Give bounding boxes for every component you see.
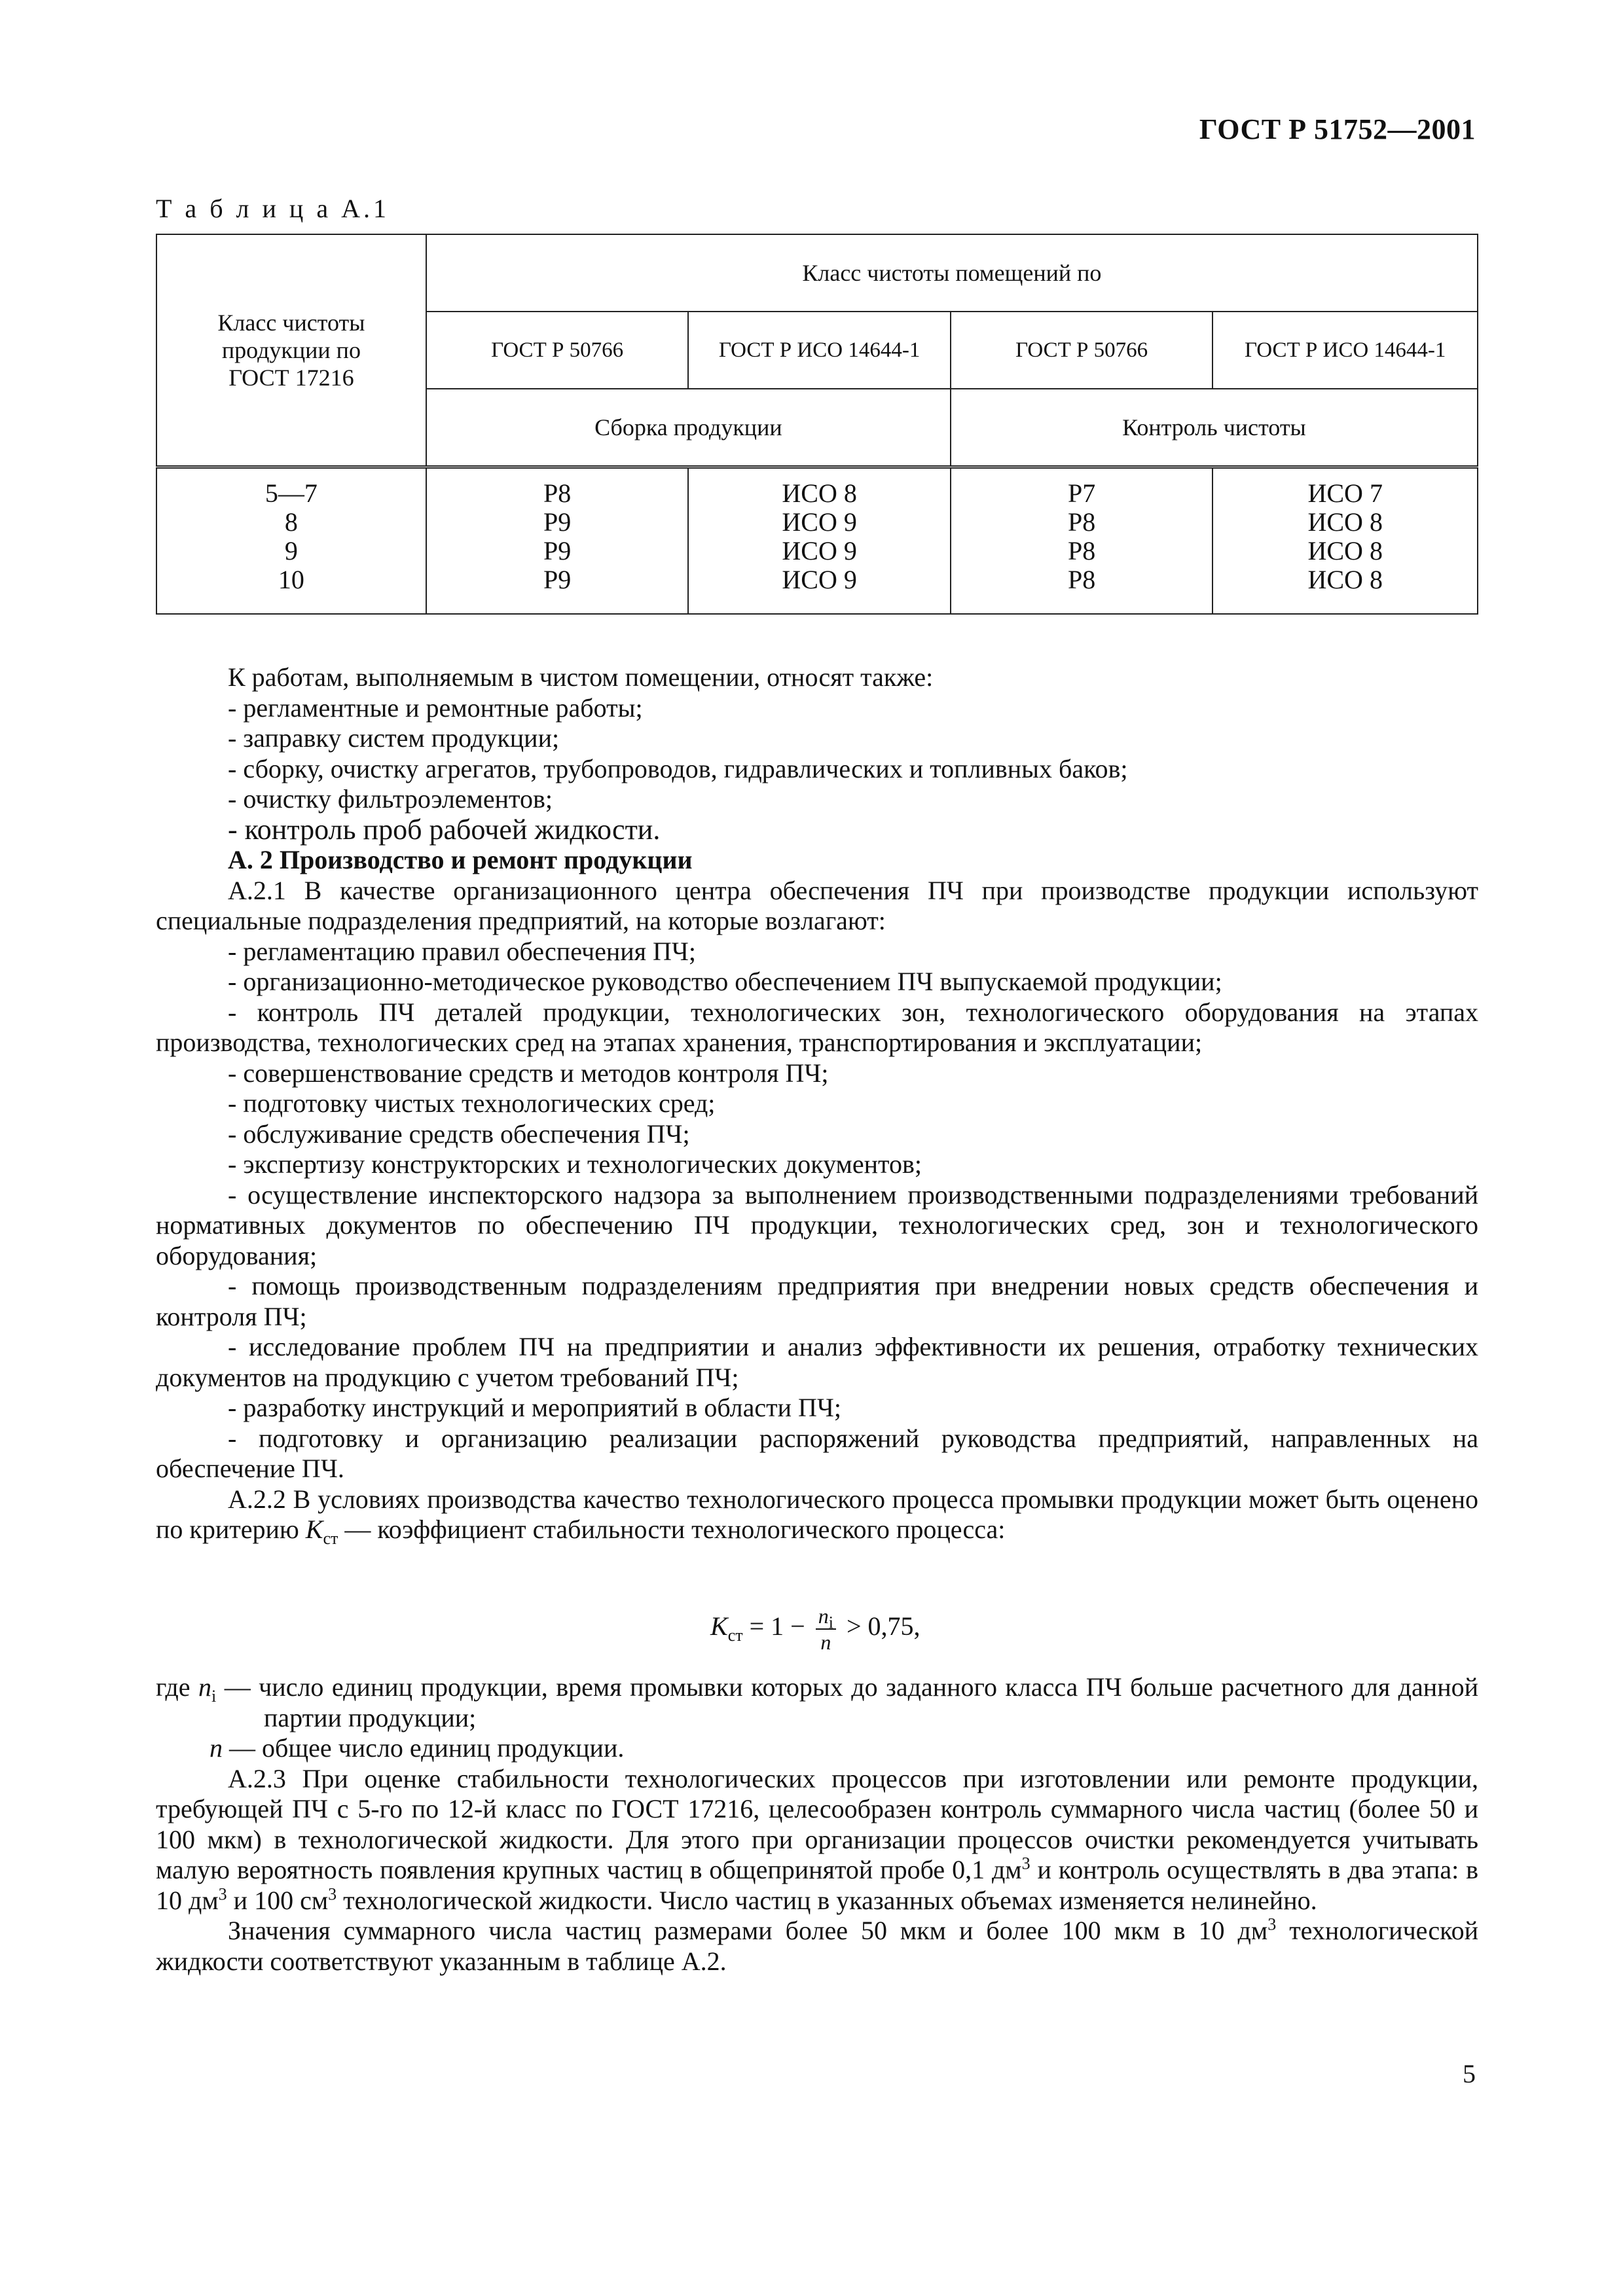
table-body-row (156, 467, 1478, 615)
table-cell: Р8 (543, 478, 572, 508)
table-column-cells (951, 467, 1213, 615)
paragraph-text: — коэффициент стабильности технологического процесса: (344, 1515, 1006, 1544)
table-column-cells (426, 467, 689, 615)
list-item: - сборку, очистку агрегатов, трубопроводов, гидравлических и топливных баков; (228, 753, 1128, 783)
formula-symbol: n (210, 1733, 223, 1763)
k-symbol: K (305, 1515, 323, 1544)
superscript: 3 (1021, 1854, 1030, 1873)
list-item: - контроль проб рабочей жидкости. (228, 813, 661, 846)
table-cell: ИСО 7 (1307, 478, 1383, 508)
table-cell: Р8 (1068, 507, 1096, 537)
stability-formula (710, 1604, 921, 1655)
paragraph-a23 (156, 1764, 1478, 1916)
list-item: - очистку фильтроэлементов; (228, 784, 553, 814)
paragraph-text: технологической жидкости соответствуют указанным в таблице А.2. (156, 1916, 1478, 1976)
table-cell: 5—7 (264, 478, 318, 508)
paragraph: А.2.1 В качестве организационного центра обеспечения ПЧ при производстве продукции используют специальные подразделения предприятий, на которые возлагают: (156, 875, 1478, 935)
table-cell: ИСО 9 (782, 536, 857, 565)
table-cell: Р9 (543, 507, 572, 537)
purpose-header: Контроль чистоты (951, 389, 1478, 467)
paragraph: К работам, выполняемым в чистом помещении, относят также: (228, 662, 934, 692)
superscript: 3 (328, 1884, 337, 1904)
table-cell: ИСО 8 (1307, 565, 1383, 594)
list-item: - исследование проблем ПЧ на предприятии и анализ эффективности их решения, отработку технических документов на продукцию с учетом требований ПЧ; (156, 1332, 1478, 1392)
formula-text: > 0,75, (846, 1611, 921, 1641)
side-header-cell: Класс чистоты продукции по ГОСТ 17216 (156, 234, 426, 467)
where-line (156, 1733, 1478, 1764)
where-text: — число единиц продукции, время промывки которых до заданного класса ПЧ больше расчетного для данной партии продукции; (224, 1672, 1479, 1732)
section-heading: А. 2 Производство и ремонт продукции (228, 845, 693, 874)
list-item: - регламентные и ремонтные работы; (228, 692, 643, 723)
paragraph-text: Значения суммарного числа частиц размерами более 50 мкм и более 100 мкм в 10 дм (228, 1916, 1268, 1945)
list-item: - обслуживание средств обеспечения ПЧ; (228, 1119, 690, 1149)
list-item: - контроль ПЧ деталей продукции, технологических зон, технологического оборудования на этапах производства, технологических сред на этапах хранения, транспортирования и эксплуатации; (156, 997, 1478, 1057)
formula-symbol: n (198, 1672, 211, 1702)
where-text: — общее число единиц продукции. (229, 1733, 625, 1763)
body-text-continued (156, 1672, 1478, 1977)
group-header-cell: Класс чистоты помещений по (426, 234, 1478, 312)
formula-subscript: ст (727, 1626, 743, 1645)
where-line (156, 1672, 1478, 1733)
formula-subscript: i (211, 1687, 217, 1706)
superscript: 3 (218, 1884, 227, 1904)
list-item: - экспертизу конструкторских и технологических документов; (228, 1149, 922, 1179)
table-cell: ИСО 9 (782, 507, 857, 537)
formula-subscript: i (828, 1613, 833, 1632)
page-number: 5 (1463, 2059, 1476, 2089)
formula-symbol: n (820, 1630, 831, 1654)
list-item: - организационно-методическое руководство обеспечением ПЧ выпускаемой продукции; (228, 967, 1222, 996)
paragraph-last (156, 1916, 1478, 1977)
table-cell: ИСО 9 (782, 565, 857, 594)
table-cell: Р7 (1068, 478, 1096, 508)
fraction-denominator (816, 1630, 836, 1655)
table-cell: ИСО 8 (1307, 536, 1383, 565)
table-column-cells (688, 467, 951, 615)
table-cell: 9 (284, 536, 298, 565)
table-cell: Р8 (1068, 536, 1096, 565)
table-caption: Т а б л и ц а А.1 (156, 194, 390, 223)
table-column-cells (156, 467, 426, 615)
list-item: - осуществление инспекторского надзора за выполнением производственными подразделениями требований нормативных документов по обеспечению ПЧ продукции, технологических сред, зон и технологического оборудования; (156, 1179, 1478, 1270)
body-text (156, 662, 1478, 1548)
list-item: - подготовку чистых технологических сред; (228, 1088, 716, 1118)
purpose-header: Сборка продукции (426, 389, 951, 467)
paragraph-text: и 100 см (227, 1885, 329, 1915)
column-header: ГОСТ Р 50766 (951, 312, 1213, 389)
table-cell: Р8 (1068, 565, 1096, 594)
fraction (816, 1604, 836, 1655)
paragraph-text: А.2.2 В условиях производства качество технологического процесса промывки продукции может быть оценено по критерию (156, 1484, 1478, 1544)
paragraph-a22 (156, 1484, 1478, 1548)
list-item: - заправку систем продукции; (228, 723, 560, 753)
column-header: ГОСТ Р 50766 (426, 312, 689, 389)
table-cell: ИСО 8 (1307, 507, 1383, 537)
table-cell: 8 (284, 507, 298, 537)
list-item: - помощь производственным подразделениям предприятия при внедрении новых средств обеспечения и контроля ПЧ; (156, 1271, 1478, 1331)
list-item: - подготовку и организацию реализации распоряжений руководства предприятий, направленных на обеспечение ПЧ. (156, 1423, 1478, 1483)
formula-text: = 1 − (749, 1611, 805, 1641)
table-cell: ИСО 8 (782, 478, 857, 508)
k-subscript: ст (323, 1529, 338, 1548)
paragraph-text: А.2.3 При оценке стабильности технологических процессов при изготовлении или ремонте продукции, требующей ПЧ с 5-го по 12-й класс по ГОСТ 17216, целесообразен контроль суммарного числа частиц (более 50 и 100 мкм) в технологической жидкости. Для этого при организации процессов очистки рекомендуется учитывать малую вероятность появления крупных частиц в общепринятой пробе 0,1 дм (156, 1763, 1478, 1884)
cleanliness-table (156, 234, 1478, 615)
list-item: - совершенствование средств и методов контроля ПЧ; (228, 1058, 829, 1088)
table-cell: 10 (278, 565, 304, 594)
fraction-numerator (816, 1604, 836, 1630)
standard-number: ГОСТ Р 51752—2001 (1199, 113, 1476, 145)
column-header: ГОСТ Р ИСО 14644-1 (1213, 312, 1478, 389)
paragraph-text: технологической жидкости. Число частиц в указанных объемах изменяется нелинейно. (337, 1885, 1317, 1915)
where-word: где (156, 1672, 191, 1702)
list-item: - разработку инструкций и мероприятий в области ПЧ; (228, 1393, 842, 1422)
table-column-cells (1213, 467, 1478, 615)
formula-symbol: K (710, 1611, 728, 1641)
list-item: - регламентацию правил обеспечения ПЧ; (228, 936, 697, 966)
table-cell: Р9 (543, 536, 572, 565)
column-header: ГОСТ Р ИСО 14644-1 (688, 312, 951, 389)
table-cell: Р9 (543, 565, 572, 594)
superscript: 3 (1267, 1914, 1277, 1934)
formula-symbol: n (818, 1604, 829, 1628)
paragraph-text: и контроль осуществлять в два этапа: в 10 дм (156, 1855, 1479, 1915)
